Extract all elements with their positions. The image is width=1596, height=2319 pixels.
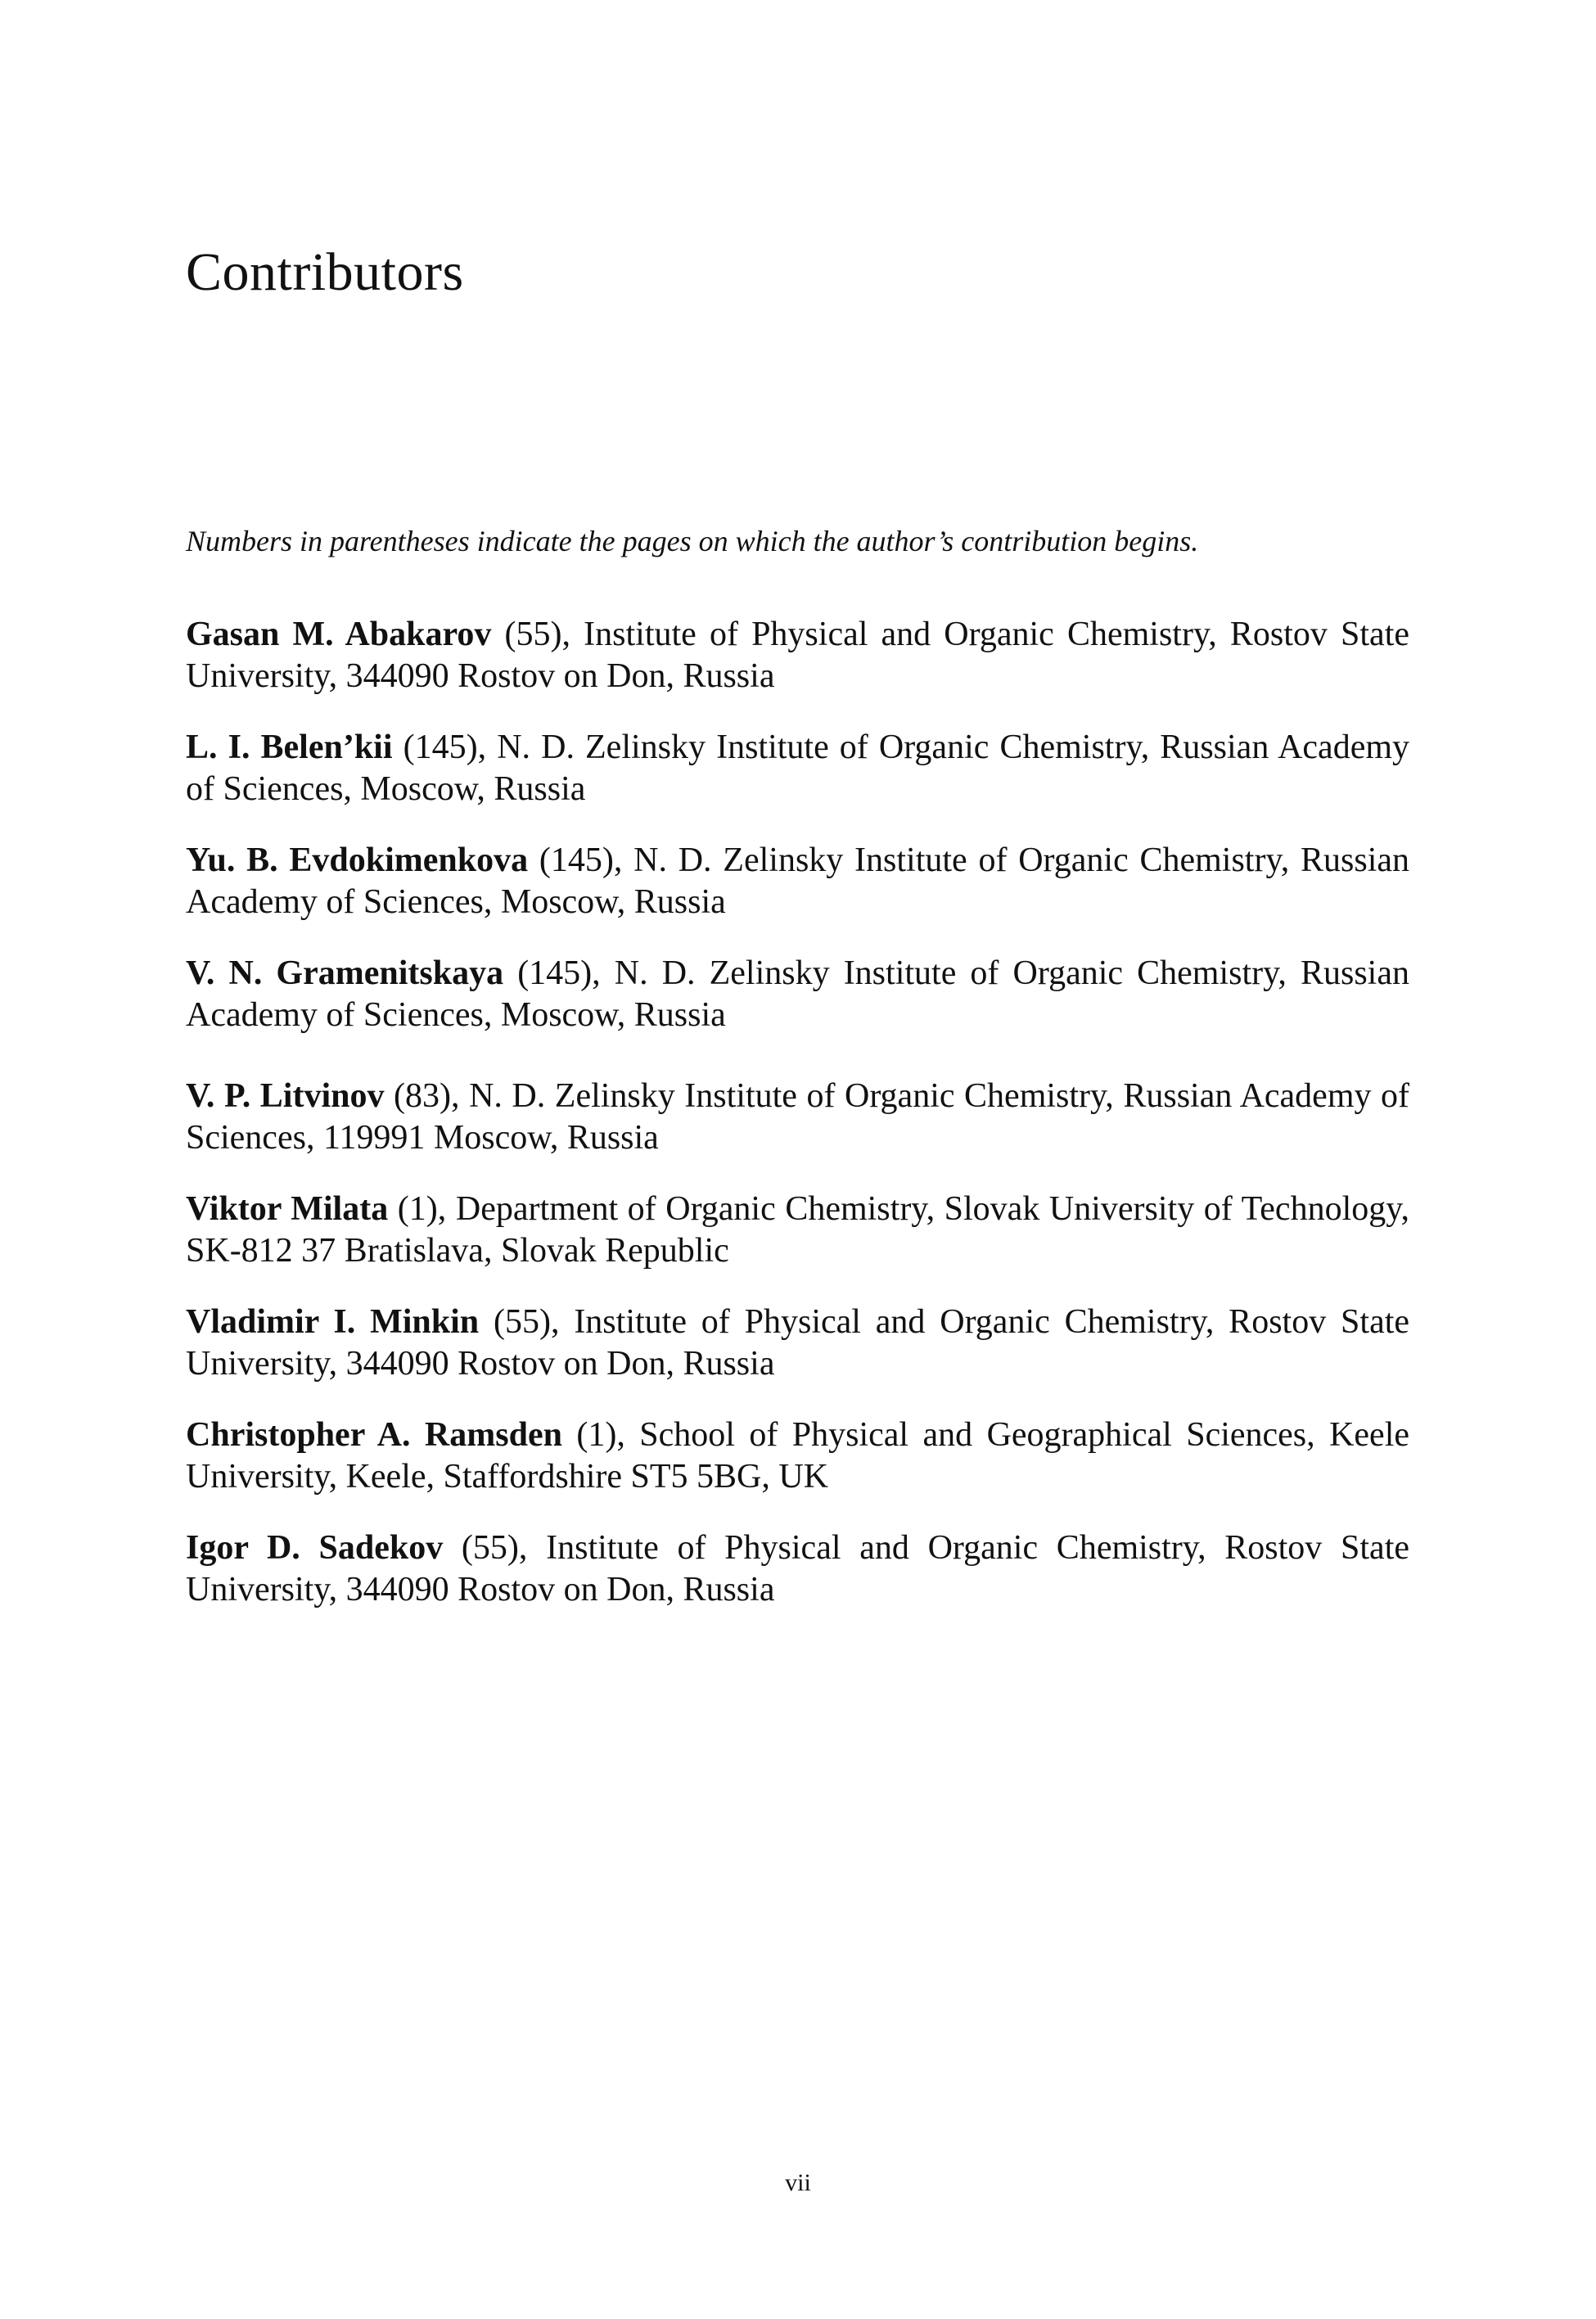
contributor-name: Christopher A. Ramsden (186, 1416, 562, 1454)
contributor-page: (55) (504, 616, 562, 653)
contributor-affiliation: N. D. Zelinsky Institute of Organic Chemistry, Russian Academy of Sciences, Moscow, Russia (186, 729, 1410, 808)
contributor-entry: V. P. Litvinov (83), N. D. Zelinsky Institute of Organic Chemistry, Russian Academy of Sciences, 119991 Moscow, Russia (186, 1077, 1410, 1157)
contributor-page: (145) (517, 954, 593, 992)
contributor-affiliation: Institute of Physical and Organic Chemistry, Rostov State University, 344090 Rostov on Don, Russia (186, 1303, 1410, 1383)
contributor-affiliation: Department of Organic Chemistry, Slovak University of Technology, SK-812 37 Bratislava, Slovak Republic (186, 1190, 1410, 1270)
contributor-name: Viktor Milata (186, 1190, 389, 1228)
contributor-affiliation: Institute of Physical and Organic Chemistry, Rostov State University, 344090 Rostov on Don, Russia (186, 616, 1410, 695)
contributor-entry: L. I. Belen’kii (145), N. D. Zelinsky Institute of Organic Chemistry, Russian Academy of Sciences, Moscow, Russia (186, 729, 1410, 808)
contributor-page: (145) (539, 841, 614, 879)
contributor-name: V. N. Gramenitskaya (186, 954, 504, 992)
contributor-entry: V. N. Gramenitskaya (145), N. D. Zelinsky Institute of Organic Chemistry, Russian Academy of Sciences, Moscow, Russia (186, 954, 1409, 1034)
contributor-affiliation: N. D. Zelinsky Institute of Organic Chemistry, Russian Academy of Sciences, Moscow, Russia (186, 954, 1409, 1034)
contributor-name: Yu. B. Evdokimenkova (186, 841, 529, 879)
contributor-page: (145) (403, 729, 478, 766)
contributor-entry: Igor D. Sadekov (55), Institute of Physical and Organic Chemistry, Rostov State University, 344090 Rostov on Don, Russia (186, 1529, 1410, 1608)
contributor-affiliation: School of Physical and Geographical Sciences, Keele University, Keele, Staffordshire ST5 5BG, UK (186, 1416, 1409, 1496)
contributor-entry: Gasan M. Abakarov (55), Institute of Physical and Organic Chemistry, Rostov State University, 344090 Rostov on Don, Russia (186, 616, 1410, 695)
contributor-affiliation: N. D. Zelinsky Institute of Organic Chemistry, Russian Academy of Sciences, 119991 Moscow, Russia (186, 1077, 1410, 1157)
contributor-name: Igor D. Sadekov (186, 1529, 444, 1567)
contributor-name: Gasan M. Abakarov (186, 616, 492, 653)
contributor-affiliation: Institute of Physical and Organic Chemistry, Rostov State University, 344090 Rostov on Don, Russia (186, 1529, 1410, 1608)
contributor-page: (1) (576, 1416, 617, 1454)
contributor-name: Vladimir I. Minkin (186, 1303, 480, 1341)
contributor-name: V. P. Litvinov (186, 1077, 385, 1115)
contributor-page: (55) (461, 1529, 519, 1567)
contributor-name: L. I. Belen’kii (186, 729, 393, 766)
contributor-page: (83) (394, 1077, 452, 1115)
page-title: Contributors (186, 242, 464, 302)
contributor-entry: Viktor Milata (1), Department of Organic Chemistry, Slovak University of Technology, SK-812 37 Bratislava, Slovak Republic (186, 1190, 1410, 1270)
page-number: vii (785, 2169, 811, 2196)
contributor-page: (1) (397, 1190, 438, 1228)
contributor-affiliation: N. D. Zelinsky Institute of Organic Chemistry, Russian Academy of Sciences, Moscow, Russia (186, 841, 1410, 921)
contributor-list (186, 614, 1409, 1640)
contributor-entry: Christopher A. Ramsden (1), School of Physical and Geographical Sciences, Keele University, Keele, Staffordshire ST5 5BG, UK (186, 1416, 1409, 1496)
contribution-note: Numbers in parentheses indicate the pages on which the author’s contribution begins. (186, 525, 1199, 557)
contributor-entry: Vladimir I. Minkin (55), Institute of Physical and Organic Chemistry, Rostov State University, 344090 Rostov on Don, Russia (186, 1303, 1410, 1383)
contributor-entry: Yu. B. Evdokimenkova (145), N. D. Zelinsky Institute of Organic Chemistry, Russian Academy of Sciences, Moscow, Russia (186, 841, 1410, 921)
contributor-page: (55) (493, 1303, 551, 1341)
